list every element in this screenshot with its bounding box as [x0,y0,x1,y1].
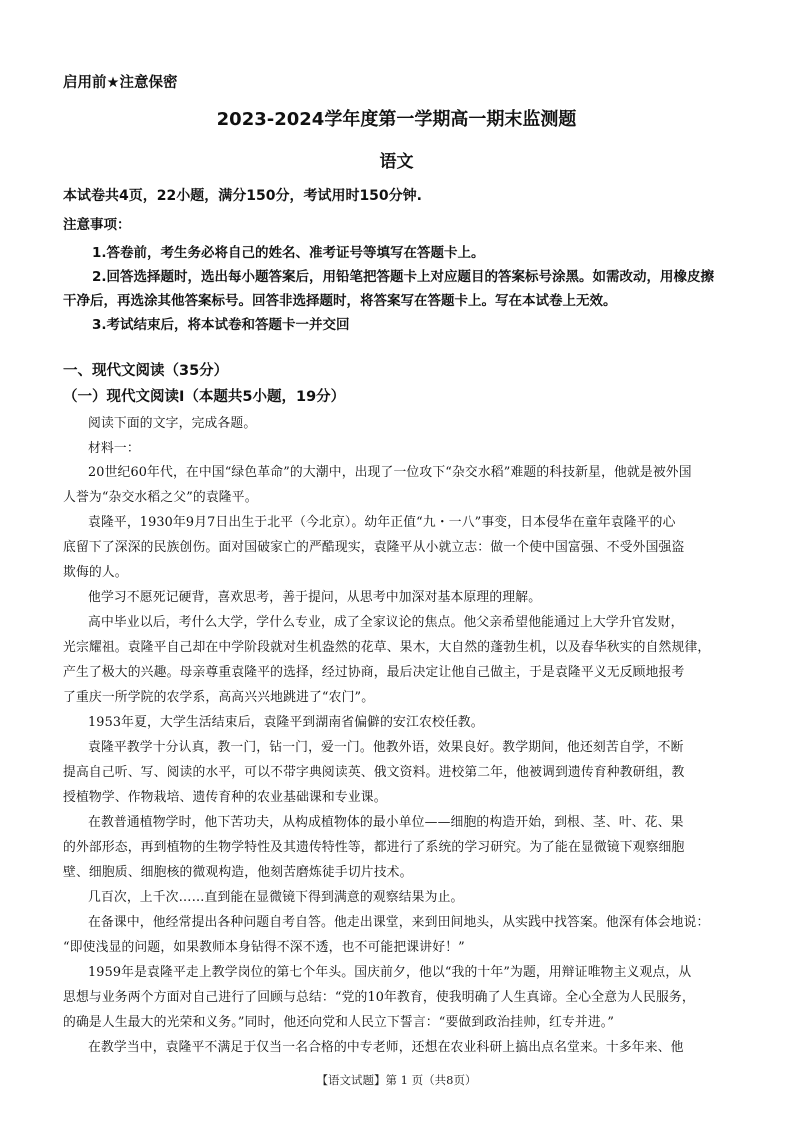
passage-line: 产生了极大的兴趣。母亲尊重袁隆平的选择，经过协商，最后决定让他自己做主，于是袁隆平义无反顾地报考 [63,665,685,680]
passage-line: 的外部形态，再到植物的生物学特性及其遗传特性等，都进行了系统的学习研究。为了能在显微镜下观察细胞 [63,840,685,855]
passage-line: 在备课中，他经常提出各种问题自考自答。他走出课堂，来到田间地头，从实践中找答案。他深有体会地说： [88,915,710,930]
passage-line: “即使浅显的问题，如果教师本身钻得不深不透，也不可能把课讲好！” [63,940,465,955]
passage-line: 他学习不愿死记硬背，喜欢思考，善于提问，从思考中加深对基本原理的理解。 [88,590,542,605]
passage-line: 几百次，上千次……直到能在显微镜下得到满意的观察结果为止。 [88,890,464,905]
passage-line: 人誉为“杂交水稻之父”的袁隆平。 [63,490,258,505]
reading-instruction: 阅读下面的文字，完成各题。 [88,416,257,431]
notice-item-1: 1.答卷前，考生务必将自己的姓名、准考证号等填写在答题卡上。 [92,245,485,261]
notice-heading: 注意事项： [63,217,131,233]
passage-line: 光宗耀祖。袁隆平自己却在中学阶段就对生机盎然的花草、果木，大自然的蓬勃生机，以及春华秋实的自然规律， [63,640,711,655]
confidential-label: 启用前★注意保密 [63,75,178,91]
passage-line: 授植物学、作物栽培、遗传育种的农业基础课和专业课。 [63,790,387,805]
subject-title: 语文 [379,152,414,172]
passage-line: 袁隆平教学十分认真，教一门，钻一门，爱一门。他教外语，效果良好。教学期间，他还刻苦自学，不断 [88,740,684,755]
passage-line: 袁隆平，1930年9月7日出生于北平（今北京）。幼年正值“九・一八”事变，日本侵华在童年袁隆平的心 [88,515,676,530]
passage-line: 的确是人生最大的光荣和义务。”同时，他还向党和人民立下誓言：“要做到政治挂帅，红专并进。” [63,1015,615,1030]
passage-line: 1959年是袁隆平走上教学岗位的第七个年头。国庆前夕，他以“我的十年”为题，用辩证唯物主义观点，从 [88,965,692,980]
page-footer: 【语文试题】第 1 页（共8页） [316,1073,477,1087]
passage-line: 欺侮的人。 [63,565,128,580]
passage-line: 思想与业务两个方面对自己进行了回顾与总结：“党的10年教育，使我明确了人生真谛。全心全意为人民服务， [63,990,695,1005]
passage-line: 在教学当中，袁隆平不满足于仅当一名合格的中专老师，还想在农业科研上搞出点名堂来。十多年来、他 [88,1040,684,1055]
material-label: 材料一： [88,441,140,456]
section-heading: 一、现代文阅读（35分） [63,363,229,379]
passage-line: 高中毕业以后，考什么大学，学什么专业，成了全家议论的焦点。他父亲希望他能通过上大学升官发财， [88,615,684,630]
passage-line: 提高自己听、写、阅读的水平，可以不带字典阅读英、俄文资料。进校第二年，他被调到遗传育种教研组，教 [63,765,685,780]
passage-line: 20世纪60年代，在中国“绿色革命”的大潮中，出现了一位攻下“杂交水稻”难题的科技新星，他就是被外国 [88,465,692,480]
passage-line: 了重庆一所学院的农学系，高高兴兴地跳进了“农门”。 [63,690,375,705]
notice-item-3: 3.考试结束后，将本试卷和答题卡一并交回 [92,317,350,333]
notice-item-2-line-2: 干净后，再选涂其他答案标号。回答非选择题时，将答案写在答题卡上。写在本试卷上无效。 [63,293,617,309]
subsection-heading: （一）现代文阅读I（本题共5小题，19分） [63,389,346,405]
exam-title: 2023-2024学年度第一学期高一期末监测题 [216,109,577,130]
exam-info: 本试卷共4页，22小题，满分150分，考试用时150分钟. [63,188,422,204]
passage-line: 底留下了深深的民族创伤。面对国破家亡的严酷现实，袁隆平从小就立志：做一个使中国富强、不受外国强盗 [63,540,685,555]
passage-line: 1953年夏，大学生活结束后，袁隆平到湖南省偏僻的安江农校任教。 [88,715,484,730]
passage-line: 壁、细胞质、细胞核的微观构造，他刻苦磨炼徒手切片技术。 [63,865,413,880]
notice-item-2-line-1: 2.回答选择题时，选出每小题答案后，用铅笔把答题卡上对应题目的答案标号涂黑。如需改动，用橡皮擦 [92,269,715,285]
passage-line: 在教普通植物学时，他下苦功夫，从构成植物体的最小单位——细胞的构造开始，到根、茎、叶、花、果 [88,815,684,830]
